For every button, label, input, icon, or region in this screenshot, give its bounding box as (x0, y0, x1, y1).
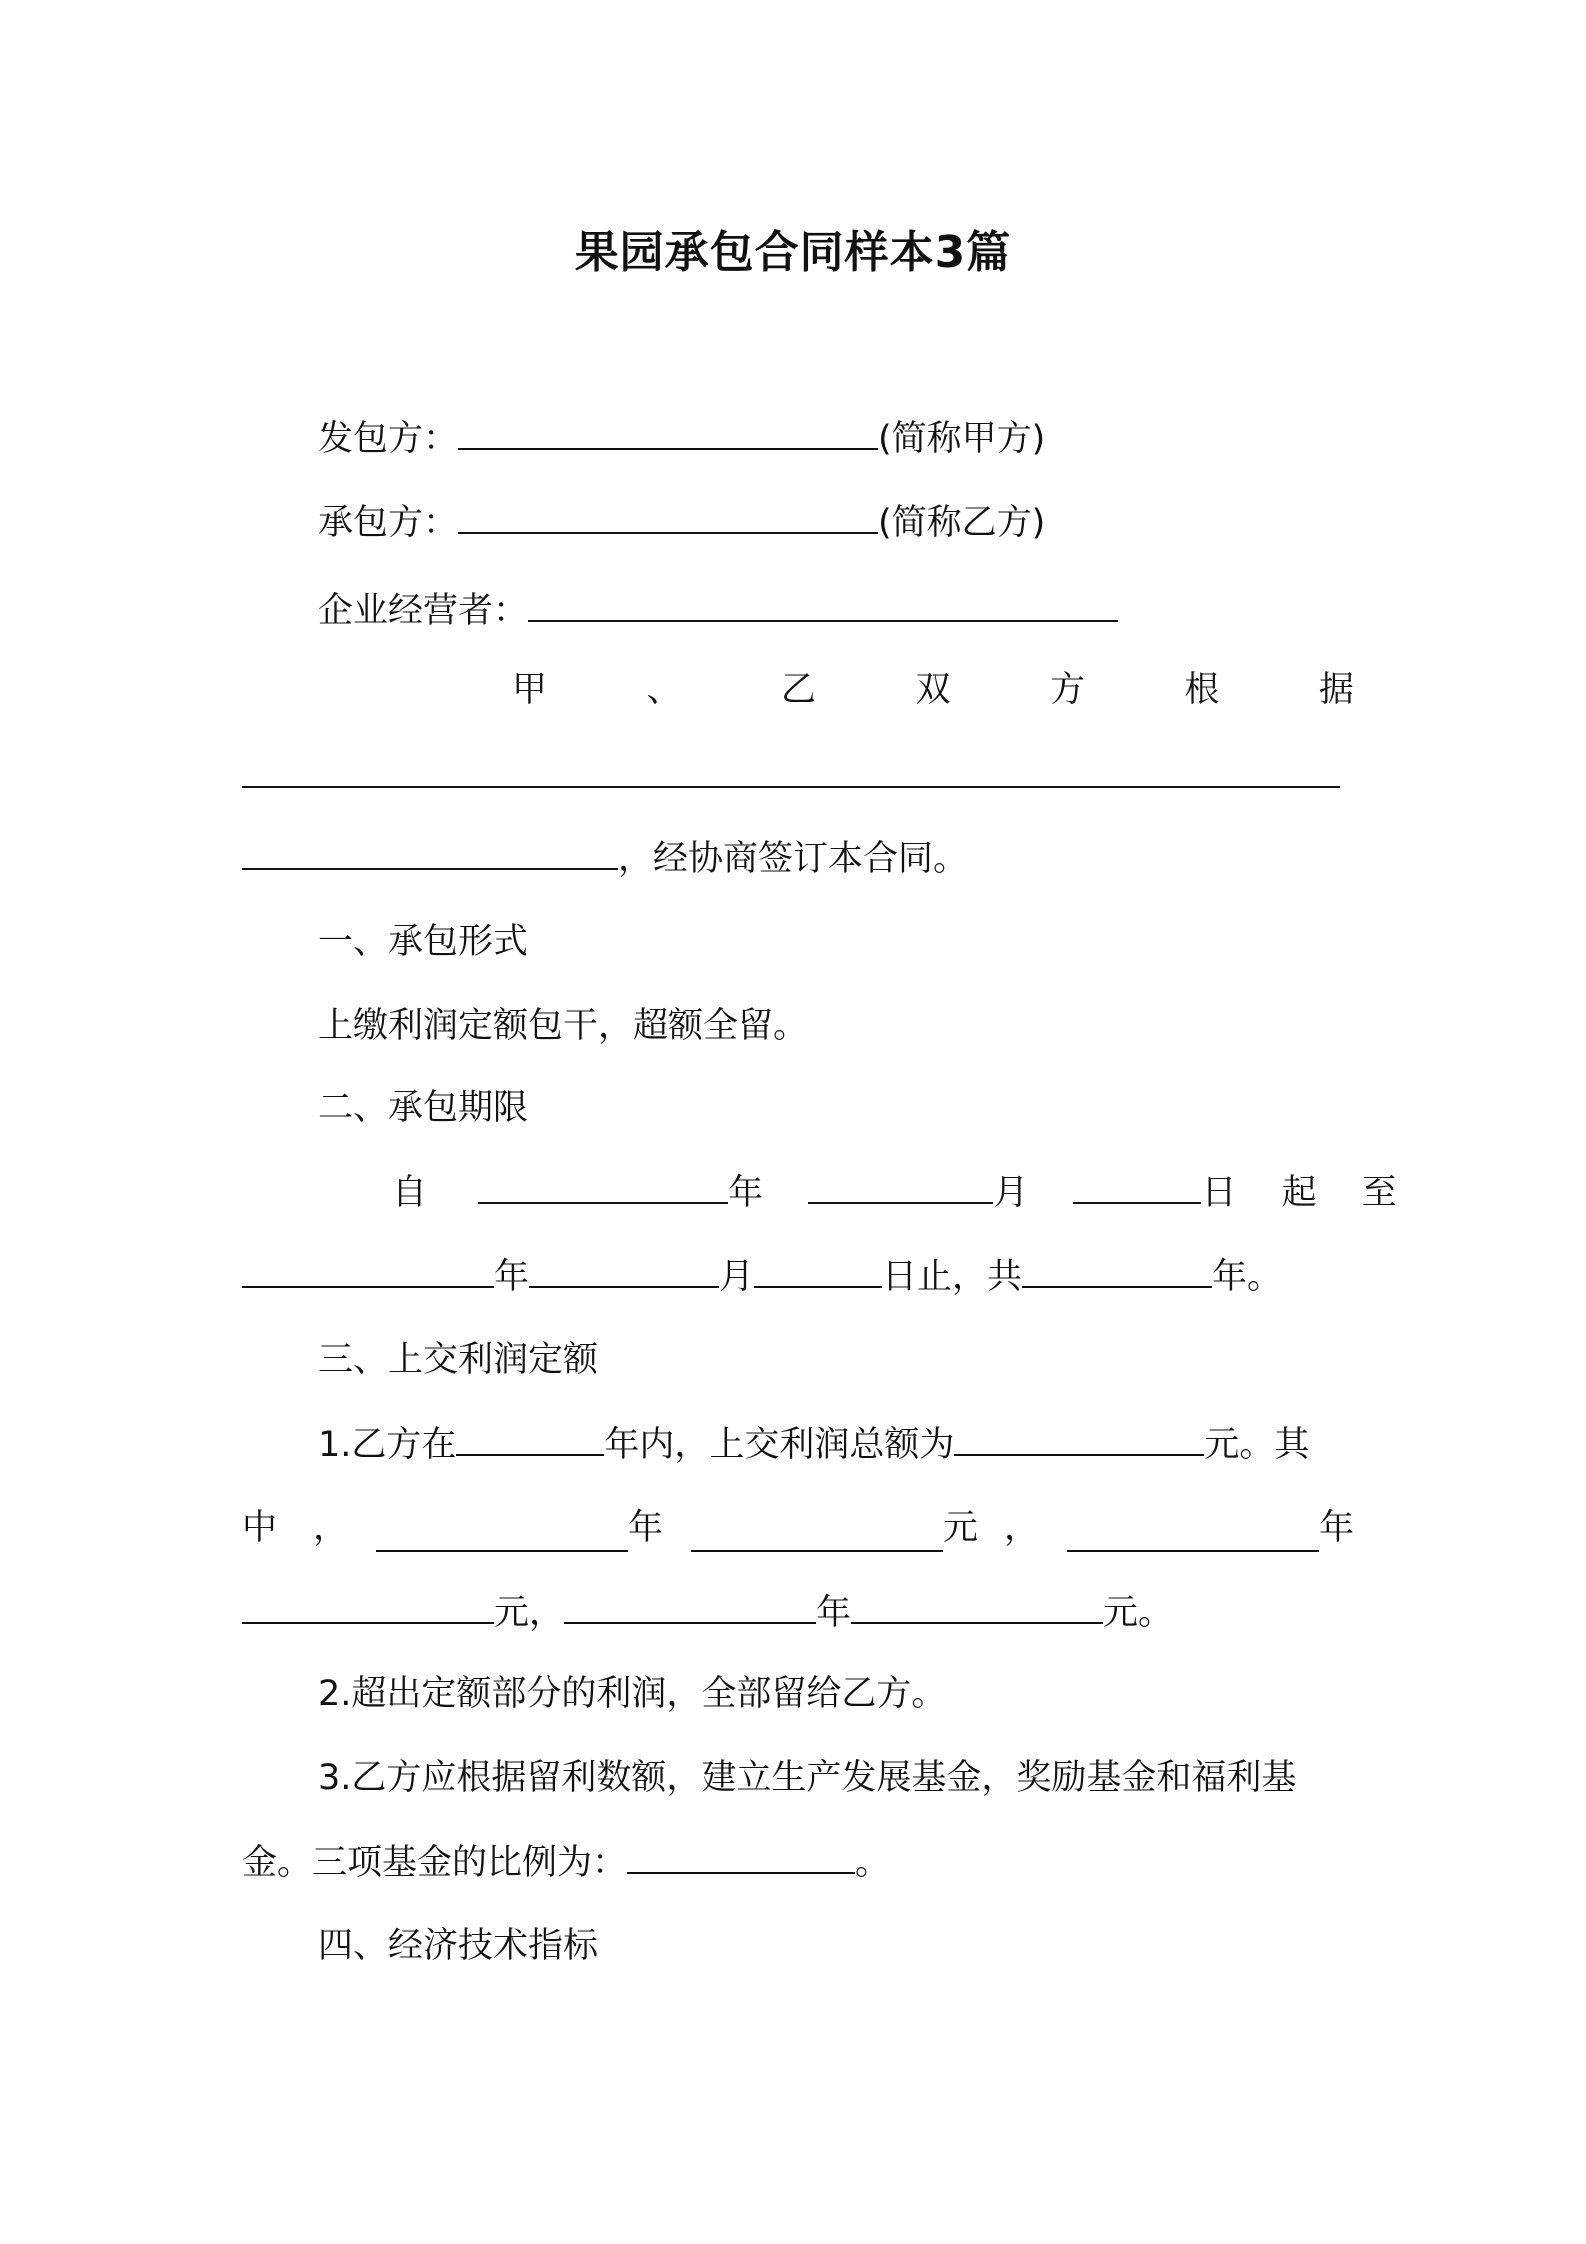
item-3-ratio-blank (627, 1838, 855, 1874)
party-b-blank (458, 498, 878, 534)
party-a-blank (458, 414, 878, 450)
item-1-amount-c-label: 元。 (1103, 1593, 1174, 1633)
item-3-text-b: 金。三项基金的比例为： (242, 1843, 628, 1883)
basis-char: 甲 (512, 670, 548, 710)
term-start-day-blank (1073, 1168, 1201, 1204)
section-4-heading: 四、经济技术指标 (318, 1926, 599, 1966)
item-1-year-b-blank (1067, 1516, 1319, 1552)
item-1-zhong: 中 (242, 1508, 278, 1548)
item-1-year-c-label: 年 (816, 1593, 852, 1633)
basis-line (512, 666, 1354, 714)
basis-char: 根 (1184, 670, 1220, 710)
item-1-text-a: 1.乙方在 (318, 1425, 457, 1465)
basis-tail: ，经协商签订本合同。 (618, 839, 969, 879)
item-1-amount-c-blank (851, 1588, 1103, 1624)
party-a-line (318, 414, 1045, 463)
item-1-total-blank (954, 1420, 1204, 1456)
item-1-amount-a-label: 元 (942, 1508, 978, 1548)
term-year-label: 年 (728, 1173, 764, 1213)
basis-char: 方 (1049, 670, 1085, 710)
basis-char: 、 (646, 670, 682, 710)
term-end-day-blank (754, 1252, 882, 1288)
item-3-end: 。 (855, 1843, 891, 1883)
section-2-heading: 二、承包期限 (318, 1088, 529, 1128)
term-zhi: 至 (1361, 1173, 1397, 1213)
section-3-item-1-line-2 (242, 1504, 1354, 1552)
item-1-year-a-label: 年 (628, 1508, 664, 1548)
item-1-year-b-label: 年 (1318, 1508, 1354, 1548)
item-1-year-a-blank (376, 1516, 628, 1552)
section-3-item-1-line-3 (242, 1588, 1173, 1637)
party-a-suffix: (简称甲方) (878, 419, 1046, 459)
item-1-years-blank (456, 1420, 604, 1456)
item-1-text-b: 年内，上交利润总额为 (604, 1425, 955, 1465)
term-start-month-blank (808, 1168, 993, 1204)
section-2-line-2 (242, 1252, 1282, 1301)
item-1-amount-b-label: 元， (494, 1593, 565, 1633)
operator-blank (528, 586, 1118, 622)
term-from: 自 (392, 1173, 428, 1213)
item-1-amount-b-blank (242, 1588, 494, 1624)
term-month-label: 月 (993, 1173, 1029, 1213)
term-end-year-label: 年 (494, 1257, 530, 1297)
basis-tail-line (242, 834, 968, 883)
item-1-text-c: 元。其 (1204, 1425, 1310, 1465)
section-3-item-1 (318, 1420, 1309, 1469)
term-end-day-label: 日止，共 (882, 1257, 1023, 1297)
item-1-comma: ， (1004, 1508, 1040, 1548)
term-total-blank (1022, 1252, 1212, 1288)
basis-char: 乙 (780, 670, 816, 710)
term-total-label: 年。 (1212, 1257, 1283, 1297)
basis-char: 据 (1318, 670, 1354, 710)
term-day-label: 日 (1201, 1173, 1237, 1213)
section-2-line-1 (392, 1168, 1397, 1217)
basis-blank-line (242, 752, 1340, 801)
basis-blank (242, 752, 1340, 788)
operator-line (318, 586, 1118, 635)
section-1-heading: 一、承包形式 (318, 922, 529, 962)
basis-tail-blank (242, 834, 618, 870)
item-1-year-c-blank (564, 1588, 816, 1624)
term-start-year-blank (478, 1168, 728, 1204)
term-end-month-label: 月 (719, 1257, 755, 1297)
section-3-item-2: 2.超出定额部分的利润，全部留给乙方。 (318, 1674, 947, 1714)
party-b-line (318, 498, 1045, 547)
item-1-comma: ， (313, 1508, 349, 1548)
basis-char: 双 (915, 670, 951, 710)
section-3-heading: 三、上交利润定额 (318, 1340, 599, 1380)
party-b-suffix: (简称乙方) (878, 503, 1046, 543)
term-end-year-blank (242, 1252, 494, 1288)
section-1-body: 上缴利润定额包干，超额全留。 (318, 1006, 809, 1046)
operator-label: 企业经营者： (318, 591, 529, 631)
section-3-item-3-line-2 (242, 1838, 890, 1887)
item-1-amount-a-blank (691, 1516, 943, 1552)
section-3-item-3: 3.乙方应根据留利数额，建立生产发展基金，奖励基金和福利基 (318, 1758, 1297, 1798)
document-title: 果园承包合同样本3篇 (574, 227, 1012, 278)
term-end-month-blank (529, 1252, 719, 1288)
party-a-label: 发包方： (318, 419, 459, 459)
party-b-label: 承包方： (318, 503, 459, 543)
term-qi: 起 (1281, 1173, 1317, 1213)
